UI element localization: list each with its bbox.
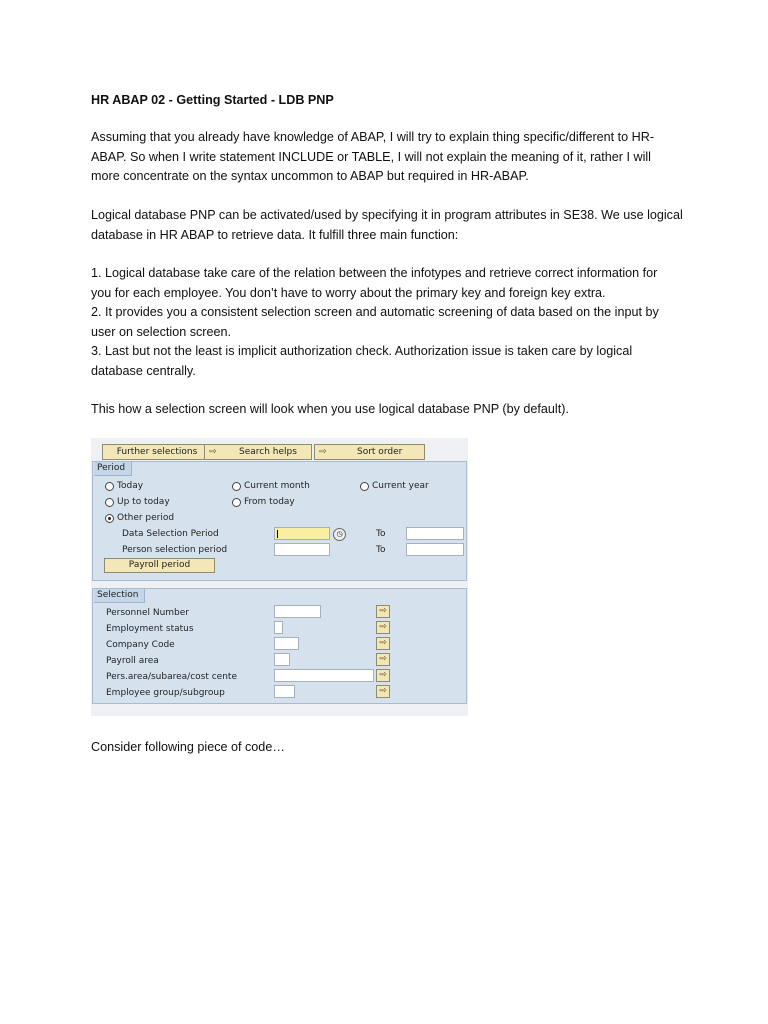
employee-group-label: Employee group/subgroup <box>106 688 225 698</box>
period-group <box>92 461 467 581</box>
intro-line-3: more concentrate on the syntax uncommon to ABAP but required in HR-ABAP. <box>91 169 529 183</box>
arrow-right-icon: ⇨ <box>319 447 327 457</box>
period-group-title: Period <box>94 462 132 476</box>
from-today-label: From today <box>244 497 295 507</box>
other-period-label: Other period <box>117 513 175 523</box>
footer-text: Consider following piece of code… <box>91 740 285 754</box>
caption: This how a selection screen will look when you use logical database PNP (by default). <box>91 402 569 416</box>
payroll-area-label: Payroll area <box>106 656 159 666</box>
intro-line-1: Assuming that you already have knowledge of ABAP, I will try to explain thing specific/different to HR- <box>91 130 655 144</box>
other-period-radio[interactable] <box>105 514 114 523</box>
data-selection-from-input[interactable] <box>274 527 330 540</box>
multiple-selection-button[interactable]: ⇨ <box>376 669 390 682</box>
multiple-selection-button[interactable]: ⇨ <box>376 685 390 698</box>
selection-group-title: Selection <box>94 589 145 603</box>
points-line-1: 1. Logical database take care of the relation between the infotypes and retrieve correct information for <box>91 266 658 280</box>
selection-group <box>92 588 467 704</box>
points-line-3: 2. It provides you a consistent selection screen and automatic screening of data based on the input by <box>91 305 659 319</box>
today-radio[interactable] <box>105 482 114 491</box>
pers-area-label: Pers.area/subarea/cost cente <box>106 672 237 682</box>
to-label-1: To <box>376 529 386 539</box>
value-help-icon[interactable]: ◷ <box>333 528 346 541</box>
multiple-selection-button[interactable]: ⇨ <box>376 621 390 634</box>
ldb-line-1: Logical database PNP can be activated/used by specifying it in program attributes in SE38. We use logical <box>91 208 683 222</box>
points-line-4: user on selection screen. <box>91 324 232 339</box>
today-label: Today <box>117 481 144 491</box>
data-selection-period-label: Data Selection Period <box>122 529 219 539</box>
search-helps-button[interactable]: ⇨ Search helps <box>204 444 312 460</box>
points-line-2: you for each employee. You don’t have to worry about the primary key and foreign key extra. <box>91 285 606 300</box>
up-to-today-radio[interactable] <box>105 498 114 507</box>
arrow-right-icon: ⇨ <box>209 447 217 457</box>
ldb-line-2: database in HR ABAP to retrieve data. It fulfill three main function: <box>91 227 459 242</box>
points-line-6: database centrally. <box>91 363 196 378</box>
company-code-label: Company Code <box>106 640 175 650</box>
company-code-input[interactable] <box>274 637 299 650</box>
current-month-label: Current month <box>244 481 310 491</box>
current-year-label: Current year <box>372 481 429 491</box>
points-line-5: 3. Last but not the least is implicit authorization check. Authorization issue is taken care by logical <box>91 344 633 358</box>
multiple-selection-button[interactable]: ⇨ <box>376 637 390 650</box>
sort-order-button[interactable]: ⇨ Sort order <box>314 444 425 460</box>
data-selection-to-input[interactable] <box>406 527 464 540</box>
intro-line-2: ABAP. So when I write statement INCLUDE or TABLE, I will not explain the meaning of it, rather I will <box>91 149 651 164</box>
multiple-selection-button[interactable]: ⇨ <box>376 653 390 666</box>
payroll-area-input[interactable] <box>274 653 290 666</box>
person-selection-period-label: Person selection period <box>122 545 228 555</box>
employment-status-label: Employment status <box>106 624 194 634</box>
to-label-2: To <box>376 545 386 555</box>
document-title: HR ABAP 02 - Getting Started - LDB PNP <box>91 93 334 107</box>
personnel-number-label: Personnel Number <box>106 608 189 618</box>
sap-selection-screen <box>91 438 468 716</box>
further-selections-button[interactable]: Further selections <box>102 444 212 460</box>
up-to-today-label: Up to today <box>117 497 170 507</box>
person-selection-to-input[interactable] <box>406 543 464 556</box>
employee-group-input[interactable] <box>274 685 295 698</box>
multiple-selection-button[interactable]: ⇨ <box>376 605 390 618</box>
from-today-radio[interactable] <box>232 498 241 507</box>
personnel-number-input[interactable] <box>274 605 321 618</box>
person-selection-from-input[interactable] <box>274 543 330 556</box>
payroll-period-button[interactable]: Payroll period <box>104 558 215 573</box>
employment-status-input[interactable] <box>274 621 283 634</box>
current-year-radio[interactable] <box>360 482 369 491</box>
current-month-radio[interactable] <box>232 482 241 491</box>
pers-area-input[interactable] <box>274 669 374 682</box>
